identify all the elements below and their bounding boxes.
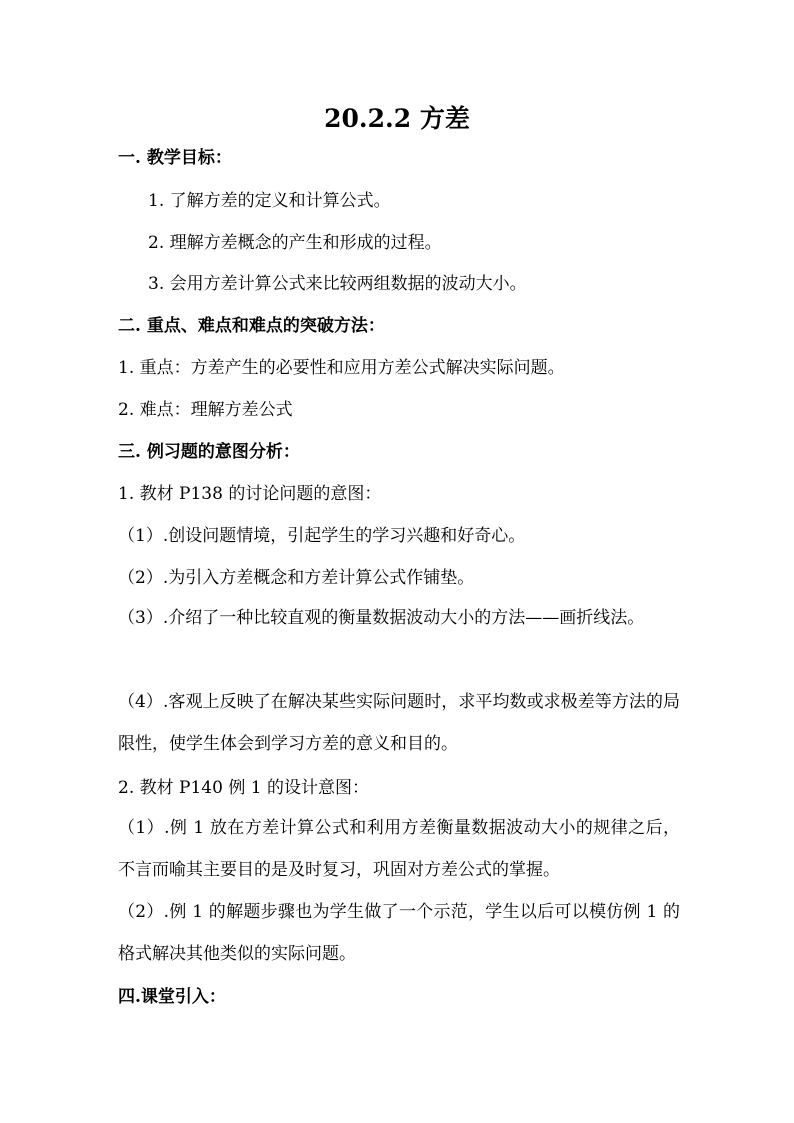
objective-item-1: 1. 了解方差的定义和计算公式。 — [148, 191, 391, 211]
analysis-subitem-6: （2）.例 1 的解题步骤也为学生做了一个示范，学生以后可以模仿例 1 的格式解决其他类似的实际问题。 — [118, 902, 680, 964]
section-heading-objectives: 一. 教学目标： — [118, 148, 232, 168]
key-point-item-2: 2. 难点：理解方差公式 — [118, 400, 293, 420]
section-heading-introduction: 四.课堂引入： — [118, 987, 226, 1007]
analysis-item-1: 1. 教材 P138 的讨论问题的意图： — [118, 484, 382, 504]
section-heading-example-analysis: 三. 例习题的意图分析： — [118, 442, 300, 462]
analysis-item-2: 2. 教材 P140 例 1 的设计意图： — [118, 778, 369, 798]
key-point-item-1: 1. 重点：方差产生的必要性和应用方差公式解决实际问题。 — [118, 358, 565, 378]
analysis-subitem-3: （3）.介绍了一种比较直观的衡量数据波动大小的方法——画折线法。 — [118, 608, 645, 628]
analysis-subitem-5: （1）.例 1 放在方差计算公式和利用方差衡量数据波动大小的规律之后，不言而喻其主要目的是及时复习，巩固对方差公式的掌握。 — [118, 818, 680, 880]
objective-item-3: 3. 会用方差计算公式来比较两组数据的波动大小。 — [148, 274, 527, 294]
analysis-subitem-1: （1）.创设问题情境，引起学生的学习兴趣和好奇心。 — [118, 526, 526, 546]
analysis-subitem-2: （2）.为引入方差概念和方差计算公式作铺垫。 — [118, 568, 475, 588]
document-title: 20.2.2 方差 — [324, 104, 470, 133]
objective-item-2: 2. 理解方差概念的产生和形成的过程。 — [148, 233, 442, 253]
analysis-subitem-4: （4）.客观上反映了在解决某些实际问题时，求平均数或求极差等方法的局限性，使学生体会到学习方差的意义和目的。 — [118, 692, 680, 754]
section-heading-key-points: 二. 重点、难点和难点的突破方法： — [118, 316, 385, 336]
